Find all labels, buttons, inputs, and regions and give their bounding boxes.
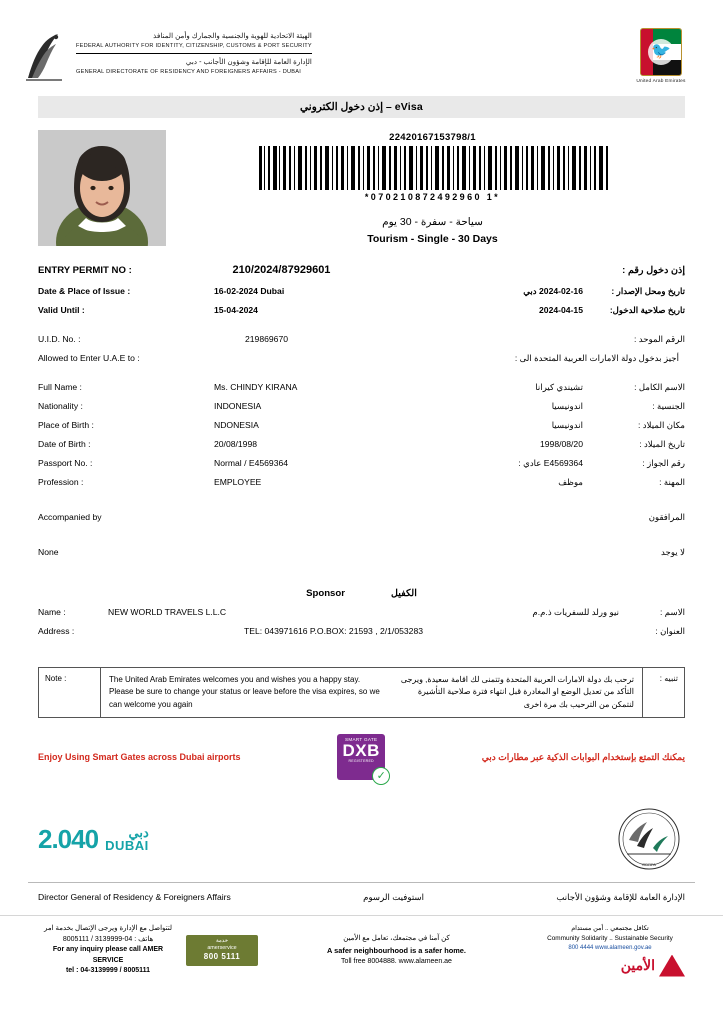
note-text-en: The United Arab Emirates welcomes you and wishes you a happy stay. Please be sure to change your status or leave before the visa expires, so we can welcome you again (109, 675, 380, 709)
detail-row-profession (38, 477, 685, 496)
value-ar-passport-no: E4569364 عادي : (518, 458, 583, 468)
value-profession: EMPLOYEE (214, 477, 262, 487)
value-ar-valid-until: 2024-04-15 (539, 305, 583, 315)
footer-signature-line (38, 892, 685, 903)
accompanied-value-row (38, 547, 685, 566)
value-sponsor-name: NEW WORLD TRAVELS L.L.C (108, 607, 227, 617)
footer-fees-paid: استوفيت الرسوم (363, 892, 424, 903)
value-ar-accompanied-by: لا يوجد (661, 547, 685, 557)
amer-service-logo (186, 935, 258, 965)
footer-contact-strip (0, 915, 723, 977)
alameen-message-en: A safer neighbourhood is a safer home. (327, 945, 466, 955)
value-ar-allowed-to-enter: أجيز بدخول دولة الامارات العربية المتحدة الى : (514, 353, 679, 363)
value-date-place-of-issue: 16-02-2024 Dubai (214, 286, 285, 296)
logos-row (38, 806, 685, 872)
authority-block (22, 28, 312, 84)
amer-service-number: 800 5111 (203, 952, 241, 962)
amer-contact-en-1: For any inquiry please call AMER SERVICE (52, 946, 164, 964)
applicant-photo (38, 130, 166, 246)
detail-row-full-name (38, 382, 685, 401)
dxb-badge-main: DXB (342, 741, 380, 761)
barcode-human-readable: *070210872492960 1* (364, 192, 501, 202)
dxb-badge-bottom: REGISTERED (348, 759, 374, 764)
label-passport-no: Passport No. : (38, 458, 93, 468)
authority-english-line-2: GENERAL DIRECTORATE OF RESIDENCY AND FOREIGNERS AFFAIRS - DUBAI (76, 69, 302, 76)
accompanied-by-row (38, 512, 685, 531)
note-label-ar: تنبيه : (642, 668, 684, 717)
detail-row-place-of-birth (38, 420, 685, 439)
uae-emblem (633, 28, 689, 84)
label-nationality: Nationality : (38, 401, 83, 411)
detail-row-entry-permit-no (38, 264, 685, 286)
authority-text (76, 28, 312, 77)
sponsor-heading (38, 588, 685, 599)
authority-arabic-line-2: الإدارة العامة للإقامة وشؤون الأجانب - دبي (185, 57, 312, 67)
note-label-en: Note : (39, 668, 101, 717)
evisa-title-bar: إذن دخول الكتروني – eVisa (38, 96, 685, 118)
detail-row-date-of-birth (38, 439, 685, 458)
amer-service-ar: خدمة (216, 938, 228, 945)
sponsor-heading-ar: الكفيل (391, 588, 417, 599)
sponsor-heading-en: Sponsor (306, 588, 345, 599)
dubai-2040-number: 2.040 (38, 823, 99, 854)
alameen-tollfree: Toll free 8004888. www.alameen.ae (341, 958, 452, 966)
value-entry-permit-no: 210/2024/87929601 (232, 264, 331, 276)
label-sponsor-address: Address : (38, 626, 75, 636)
label-valid-until: Valid Until : (38, 305, 85, 315)
value-ar-date-of-birth: 1998/08/20 (539, 439, 583, 449)
label-allowed-to-enter: Allowed to Enter U.A.E to : (38, 353, 140, 363)
label-ar-sponsor-address: العنوان : (655, 626, 685, 636)
uae-emblem-caption: United Arab Emirates (636, 79, 686, 84)
smart-gate-text-ar: يمكنك التمتع بإستخدام البوابات الذكية عبر مطارات دبي (481, 751, 685, 762)
visa-type-arabic: سياحة - سفرة - 30 يوم (382, 216, 483, 228)
authority-arabic-line-1: الهيئة الاتحادية للهوية والجنسية والجمارك وأمن المنافذ (153, 31, 312, 40)
value-ar-nationality: اندونيسيا (551, 401, 583, 411)
gdrfa-falcon-logo (22, 28, 66, 84)
label-full-name: Full Name : (38, 382, 82, 392)
value-place-of-birth: NDONESIA (214, 420, 259, 430)
amer-contact-ar-2: هاتف : 04-3139999 / 8005111 (62, 935, 154, 943)
dxb-badge-top: SMART GATE (344, 737, 378, 743)
alameen-logo-block (535, 924, 685, 976)
label-ar-valid-until: تاريخ صلاحية الدخول: (609, 305, 685, 315)
photo-barcode-block (38, 130, 685, 246)
smart-gate-dxb-badge (337, 734, 386, 783)
alameen-message-block (266, 933, 527, 967)
label-date-place-of-issue: Date & Place of Issue : (38, 286, 131, 296)
alameen-message-ar: كن آمنا في مجتمعك، تعامل مع الأمين (343, 935, 450, 943)
uae-flag-icon (640, 28, 682, 76)
detail-row-nationality (38, 401, 685, 420)
dubai-2040-english: DUBAI (105, 838, 149, 854)
gdrfa-seal-icon (613, 806, 685, 872)
smart-gate-text-en: Enjoy Using Smart Gates across Dubai airports (38, 752, 241, 763)
label-ar-accompanied-by: المرافقون (648, 512, 685, 522)
label-entry-permit-no: ENTRY PERMIT NO : (38, 265, 132, 276)
value-full-name: Ms. CHINDY KIRANA (214, 382, 298, 392)
detail-row-allowed-to-enter (38, 353, 685, 372)
document-header (0, 0, 723, 90)
amer-contact-en-2: tel : 04-3139999 / 8005111 (65, 967, 151, 975)
alameen-slogan-en: Community Solidarity .. Sustainable Security (547, 934, 673, 942)
label-ar-full-name: الاسم الكامل : (634, 382, 685, 392)
value-ar-date-place-of-issue: 2024-02-16 دبي (523, 286, 583, 296)
authority-english-line-1: FEDERAL AUTHORITY FOR IDENTITY, CITIZENSHIP, CUSTOMS & PORT SECURITY (76, 43, 312, 50)
label-uid-no: U.I.D. No. : (38, 334, 81, 344)
label-sponsor-name: Name : (38, 607, 66, 617)
barcode-image (257, 146, 609, 190)
detail-row-passport-no (38, 458, 685, 477)
value-date-of-birth: 20/08/1998 (214, 439, 258, 449)
value-ar-profession: موظف (558, 477, 583, 487)
check-icon: ✓ (372, 767, 390, 785)
smart-gate-banner (38, 734, 685, 783)
value-passport-no: Normal / E4569364 (214, 458, 289, 468)
label-ar-nationality: الجنسية : (652, 401, 685, 411)
label-ar-profession: المهنة : (659, 477, 685, 487)
label-date-of-birth: Date of Birth : (38, 439, 91, 449)
permit-details (38, 264, 685, 645)
barcode-area (180, 130, 685, 246)
label-ar-sponsor-name: الاسم : (660, 607, 685, 617)
amer-contact-ar-1: لتتواصل مع الإدارة ويرجى الإتصال بخدمة امر (43, 925, 173, 933)
label-ar-entry-permit-no: إذن دخول رقم : (622, 265, 685, 276)
detail-row-date-place-of-issue (38, 286, 685, 305)
amer-contact-block (38, 924, 178, 977)
footer-director-general: Director General of Residency & Foreigners Affairs (38, 892, 231, 903)
footer-divider (28, 882, 695, 883)
value-uid-no: 219869670 (244, 334, 288, 344)
dubai-2040-arabic: دبي (128, 824, 149, 840)
label-profession: Profession : (38, 477, 84, 487)
value-valid-until: 15-04-2024 (214, 305, 258, 315)
amer-service-en: amerservice (207, 945, 237, 952)
sponsor-name-row (38, 607, 685, 626)
label-ar-date-place-of-issue: تاريخ ومحل الإصدار : (611, 286, 685, 296)
value-ar-sponsor-name: نيو ورلد للسفريات ذ.م.م (532, 607, 619, 617)
detail-row-valid-until (38, 305, 685, 324)
label-ar-passport-no: رقم الجواز : (642, 458, 685, 468)
note-text-ar: ترحب بك دولة الامارات العربية المتحدة وتتمنى لك اقامة سعيدة, ويرجى التأكد من تعديل الوضع او المغادرة قبل انتهاء فترة صلاحية التأشيرة لنتمكن من الترحيب بك مرة اخرى (400, 675, 634, 709)
value-ar-full-name: تشيندي كيرانا (535, 382, 583, 392)
note-box (38, 667, 685, 718)
label-ar-date-of-birth: تاريخ الميلاد : (639, 439, 685, 449)
barcode-number: 22420167153798/1 (389, 132, 476, 143)
alameen-mark-icon (659, 955, 685, 977)
header-divider (76, 53, 312, 54)
alameen-slogan-ar: تكافل مجتمعي .. أمن مستدام (571, 925, 649, 933)
alameen-name-ar: الأمين (620, 957, 655, 974)
label-ar-place-of-birth: مكان الميلاد : (638, 420, 685, 430)
footer-gdrfa-arabic: الإدارة العامة للإقامة وشؤون الأجانب (556, 892, 685, 903)
value-accompanied-by: None (38, 547, 59, 557)
value-sponsor-address: TEL: 043971616 P.O.BOX: 21593 , 2/1/053283 (243, 626, 424, 636)
alameen-contact: 800 4444 www.alameen.gov.ae (568, 944, 652, 951)
svg-text:GDRFA: GDRFA (642, 862, 656, 868)
visa-type-english: Tourism - Single - 30 Days (367, 233, 498, 245)
dubai-2040-logo (38, 824, 149, 855)
label-place-of-birth: Place of Birth : (38, 420, 94, 430)
value-nationality: INDONESIA (214, 401, 262, 411)
detail-row-uid-no (38, 334, 685, 353)
label-ar-uid-no: الرقم الموحد : (634, 334, 685, 344)
sponsor-address-row (38, 626, 685, 645)
value-ar-place-of-birth: اندونيسيا (551, 420, 583, 430)
falcon-badge-icon: 🐦 (648, 39, 674, 65)
label-accompanied-by: Accompanied by (38, 512, 102, 522)
